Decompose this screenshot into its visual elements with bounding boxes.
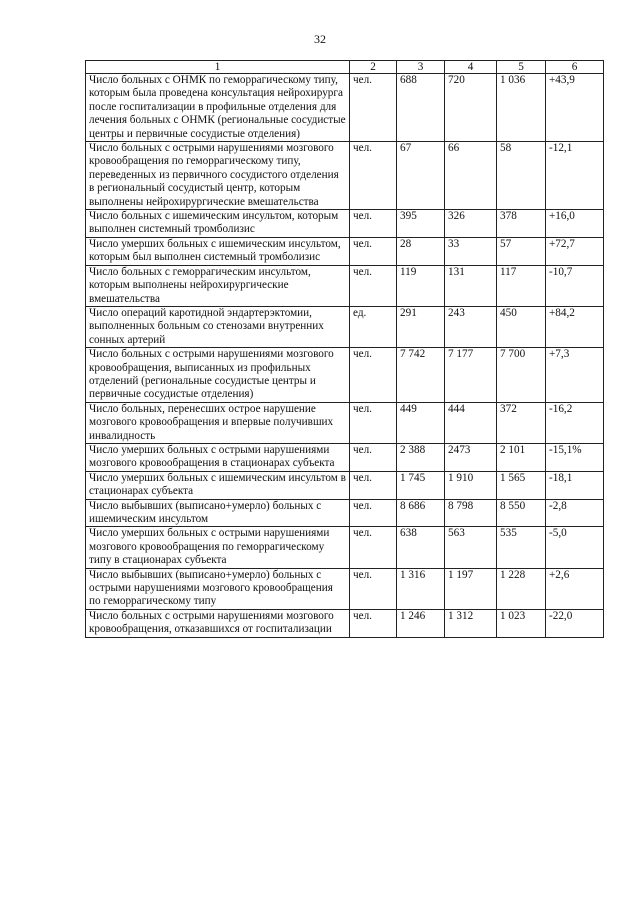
indicator-cell: Число больных с острыми нарушениями мозгового кровообращения, выписанных из профильных отделений (региональные сосудистые центры и первичные сосудистые отделения) xyxy=(86,348,350,403)
change-cell: -22,0 xyxy=(546,609,604,637)
value-cell: 131 xyxy=(445,265,497,306)
indicator-cell: Число умерших больных с ишемическим инсультом в стационарах субъекта xyxy=(86,471,350,499)
unit-cell: чел. xyxy=(350,527,397,568)
indicator-cell: Число больных с ишемическим инсультом, которым выполнен системный тромболизис xyxy=(86,210,350,238)
table-row xyxy=(86,402,604,443)
change-cell: -15,1% xyxy=(546,443,604,471)
value-cell: 638 xyxy=(397,527,445,568)
value-cell: 535 xyxy=(497,527,546,568)
value-cell: 450 xyxy=(497,306,546,347)
indicator-cell: Число больных с острыми нарушениями мозгового кровообращения по геморрагическому типу, переведенных из первичного сосудистого отделения в региональный сосудистый центр, которым выполнены нейрохирургические вмешательства xyxy=(86,142,350,210)
column-header: 6 xyxy=(546,61,604,74)
value-cell: 449 xyxy=(397,402,445,443)
value-cell: 1 197 xyxy=(445,568,497,609)
change-cell: +2,6 xyxy=(546,568,604,609)
change-cell: +84,2 xyxy=(546,306,604,347)
value-cell: 291 xyxy=(397,306,445,347)
indicator-cell: Число больных с геморрагическим инсультом, которым выполнены нейрохирургические вмешательства xyxy=(86,265,350,306)
statistics-table xyxy=(85,60,604,638)
table-row xyxy=(86,74,604,142)
value-cell: 67 xyxy=(397,142,445,210)
value-cell: 2 388 xyxy=(397,443,445,471)
change-cell: -18,1 xyxy=(546,471,604,499)
table-row xyxy=(86,527,604,568)
value-cell: 117 xyxy=(497,265,546,306)
value-cell: 2 101 xyxy=(497,443,546,471)
value-cell: 8 550 xyxy=(497,499,546,527)
column-header: 1 xyxy=(86,61,350,74)
unit-cell: чел. xyxy=(350,443,397,471)
unit-cell: чел. xyxy=(350,402,397,443)
value-cell: 7 177 xyxy=(445,348,497,403)
unit-cell: чел. xyxy=(350,74,397,142)
table-row xyxy=(86,499,604,527)
value-cell: 7 742 xyxy=(397,348,445,403)
table-row xyxy=(86,471,604,499)
table-row xyxy=(86,306,604,347)
value-cell: 378 xyxy=(497,210,546,238)
value-cell: 1 910 xyxy=(445,471,497,499)
unit-cell: чел. xyxy=(350,348,397,403)
value-cell: 444 xyxy=(445,402,497,443)
value-cell: 1 316 xyxy=(397,568,445,609)
table-row xyxy=(86,237,604,265)
indicator-cell: Число больных с острыми нарушениями мозгового кровообращения, отказавшихся от госпитализации xyxy=(86,609,350,637)
column-header: 2 xyxy=(350,61,397,74)
change-cell: -16,2 xyxy=(546,402,604,443)
unit-cell: ед. xyxy=(350,306,397,347)
value-cell: 326 xyxy=(445,210,497,238)
value-cell: 66 xyxy=(445,142,497,210)
unit-cell: чел. xyxy=(350,609,397,637)
change-cell: +16,0 xyxy=(546,210,604,238)
value-cell: 7 700 xyxy=(497,348,546,403)
unit-cell: чел. xyxy=(350,265,397,306)
value-cell: 1 246 xyxy=(397,609,445,637)
indicator-cell: Число умерших больных с острыми нарушениями мозгового кровообращения по геморрагическому типу в стационарах субъекта xyxy=(86,527,350,568)
indicator-cell: Число выбывших (выписано+умерло) больных с ишемическим инсультом xyxy=(86,499,350,527)
value-cell: 119 xyxy=(397,265,445,306)
unit-cell: чел. xyxy=(350,142,397,210)
column-header: 3 xyxy=(397,61,445,74)
table-row xyxy=(86,265,604,306)
change-cell: -10,7 xyxy=(546,265,604,306)
value-cell: 395 xyxy=(397,210,445,238)
page-number: 32 xyxy=(314,32,326,46)
value-cell: 58 xyxy=(497,142,546,210)
unit-cell: чел. xyxy=(350,210,397,238)
value-cell: 372 xyxy=(497,402,546,443)
table-body xyxy=(86,74,604,638)
table-row xyxy=(86,348,604,403)
table-header-row xyxy=(86,61,604,74)
value-cell: 1 745 xyxy=(397,471,445,499)
table-row xyxy=(86,609,604,637)
indicator-cell: Число больных, перенесших острое нарушение мозгового кровообращения и впервые получивших инвалидность xyxy=(86,402,350,443)
value-cell: 563 xyxy=(445,527,497,568)
value-cell: 1 228 xyxy=(497,568,546,609)
value-cell: 1 565 xyxy=(497,471,546,499)
table-row xyxy=(86,210,604,238)
value-cell: 2473 xyxy=(445,443,497,471)
value-cell: 720 xyxy=(445,74,497,142)
change-cell: +7,3 xyxy=(546,348,604,403)
value-cell: 8 798 xyxy=(445,499,497,527)
value-cell: 243 xyxy=(445,306,497,347)
value-cell: 57 xyxy=(497,237,546,265)
indicator-cell: Число умерших больных с ишемическим инсультом, которым был выполнен системный тромболизис xyxy=(86,237,350,265)
table-header xyxy=(86,61,604,74)
table-row xyxy=(86,142,604,210)
value-cell: 1 036 xyxy=(497,74,546,142)
table-row xyxy=(86,568,604,609)
unit-cell: чел. xyxy=(350,237,397,265)
value-cell: 28 xyxy=(397,237,445,265)
change-cell: -5,0 xyxy=(546,527,604,568)
change-cell: +72,7 xyxy=(546,237,604,265)
unit-cell: чел. xyxy=(350,471,397,499)
change-cell: -2,8 xyxy=(546,499,604,527)
indicator-cell: Число больных с ОНМК по геморрагическому типу, которым была проведена консультация нейрохирурга после госпитализации в профильные отделения для лечения больных с ОНМК (региональные сосудистые центры и первичные сосудистые отделения) xyxy=(86,74,350,142)
column-header: 4 xyxy=(445,61,497,74)
indicator-cell: Число операций каротидной эндартерэктомии, выполненных больным со стенозами внутренних сонных артерий xyxy=(86,306,350,347)
value-cell: 1 023 xyxy=(497,609,546,637)
value-cell: 1 312 xyxy=(445,609,497,637)
change-cell: +43,9 xyxy=(546,74,604,142)
indicator-cell: Число умерших больных с острыми нарушениями мозгового кровообращения в стационарах субъекта xyxy=(86,443,350,471)
indicator-cell: Число выбывших (выписано+умерло) больных с острыми нарушениями мозгового кровообращения по геморрагическому типу xyxy=(86,568,350,609)
table-row xyxy=(86,443,604,471)
column-header: 5 xyxy=(497,61,546,74)
value-cell: 33 xyxy=(445,237,497,265)
change-cell: -12,1 xyxy=(546,142,604,210)
unit-cell: чел. xyxy=(350,568,397,609)
value-cell: 8 686 xyxy=(397,499,445,527)
unit-cell: чел. xyxy=(350,499,397,527)
value-cell: 688 xyxy=(397,74,445,142)
